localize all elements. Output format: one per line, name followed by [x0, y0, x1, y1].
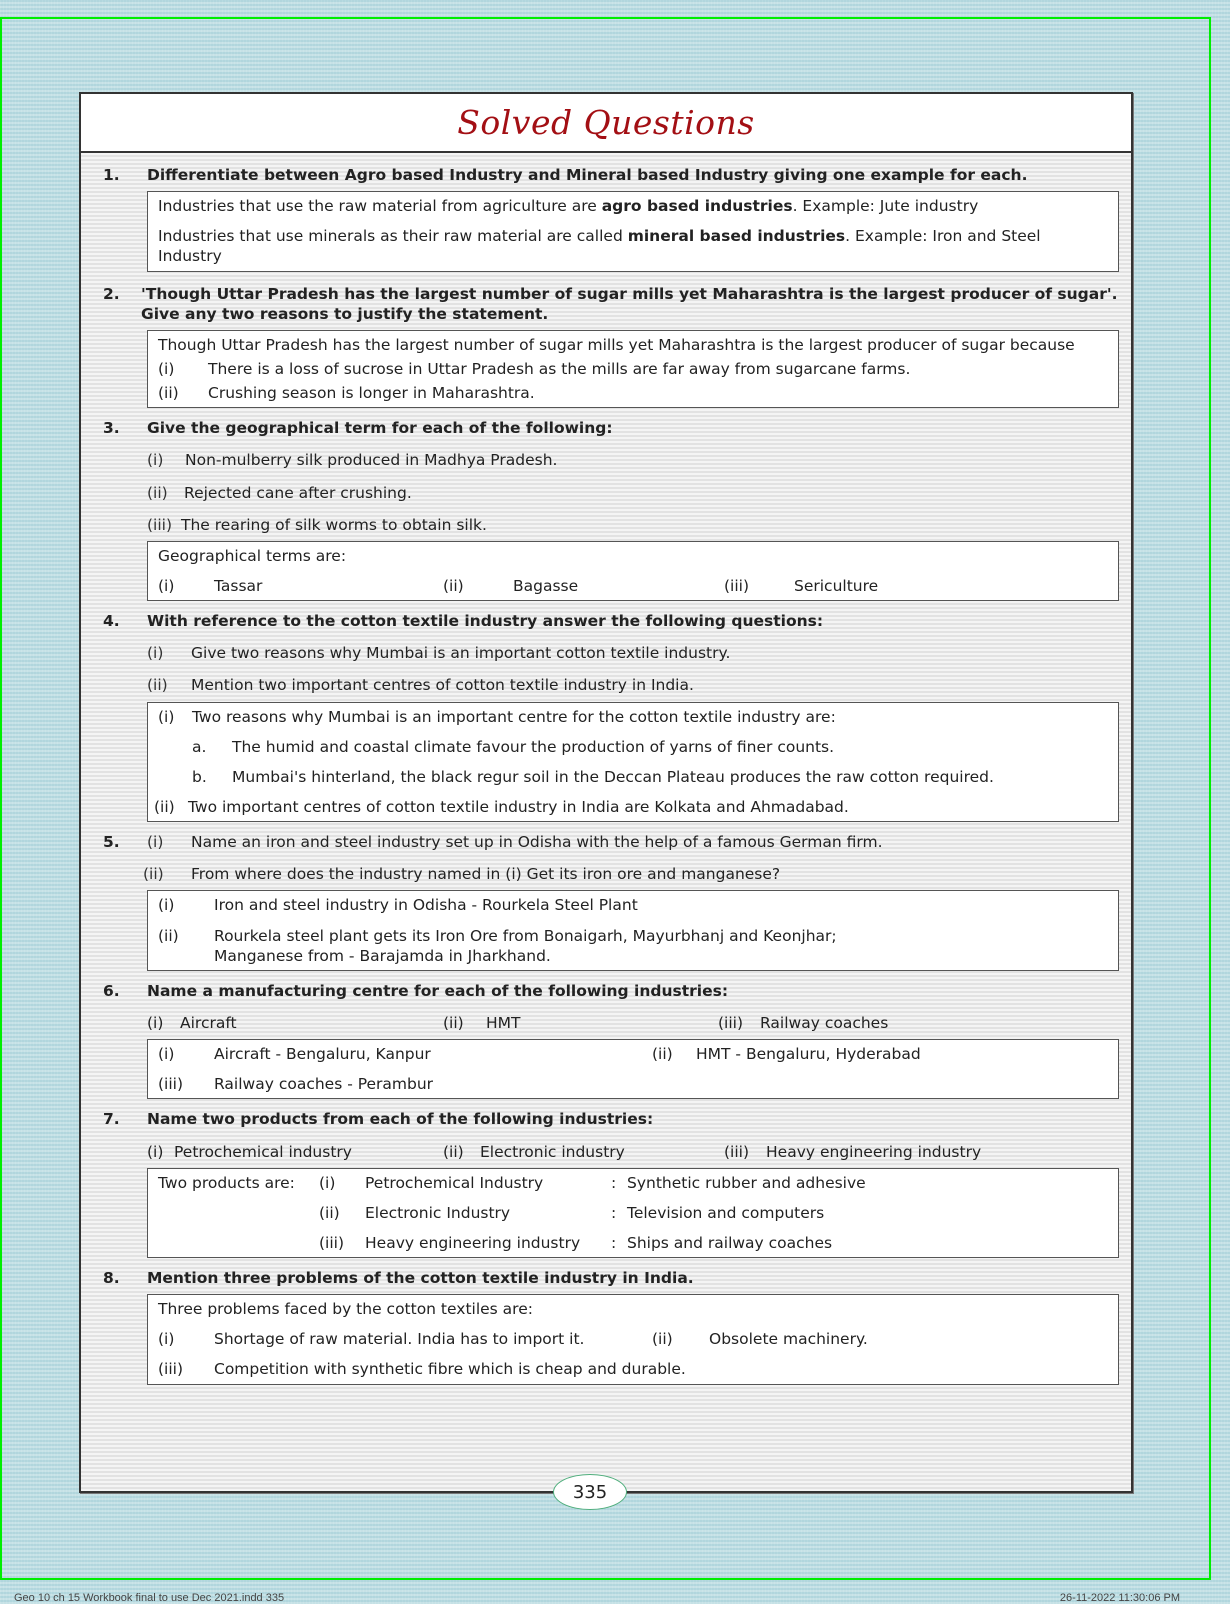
question-text: Name a manufacturing centre for each of the following industries: [147, 981, 729, 1000]
answer-point: b. Mumbai's hinterland, the black regur soil in the Deccan Plateau produces the raw cotton required. [192, 767, 994, 786]
question-5: 5. (i) Name an iron and steel industry set up in Odisha with the help of a famous German firm. [93, 832, 1119, 852]
answer-item: (ii) Rourkela steel plant gets its Iron Ore from Bonaigarh, Mayurbhanj and Keonjhar; Manganese from - Barajamda in Jharkhand. [158, 926, 837, 965]
question-text: With reference to the cotton textile industry answer the following questions: [147, 612, 824, 631]
answer-item: (iii) Competition with synthetic fibre which is cheap and durable. [158, 1360, 686, 1379]
answer-row: (ii) Electronic Industry : Television and computers [319, 1203, 825, 1222]
question-7 [93, 1109, 1119, 1129]
answer-intro: Though Uttar Pradesh has the largest number of sugar mills yet Maharashtra is the largest producer of sugar because [158, 335, 1075, 354]
question-number: 7. [103, 1110, 120, 1129]
question-text: Give the geographical term for each of the following: [147, 419, 613, 438]
answer-item: (ii) Crushing season is longer in Maharashtra. [158, 384, 535, 403]
footer-timestamp: 26-11-2022 11:30:06 PM [1059, 1592, 1180, 1604]
answer-row: (iii) Heavy engineering industry : Ships and railway coaches [319, 1233, 833, 1252]
question-text: Mention three problems of the cotton textile industry in India. [147, 1269, 694, 1288]
question-6 [93, 981, 1119, 1001]
page-number-badge: 335 [553, 1474, 627, 1510]
answer-terms: (i) Tassar (ii) Bagasse (iii) Sericulture [158, 576, 879, 595]
sub-question: (ii) Rejected cane after crushing. [147, 483, 412, 502]
question-3 [93, 418, 1119, 438]
answer-intro: Three problems faced by the cotton textiles are: [158, 1300, 533, 1319]
footer-file-info: Geo 10 ch 15 Workbook final to use Dec 2021.indd 335 [14, 1592, 285, 1604]
options-row: (i) Aircraft (ii) HMT (iii) Railway coaches [147, 1013, 889, 1032]
question-text: Name two products from each of the following industries: [147, 1110, 654, 1129]
answer-item: (i) Aircraft - Bengaluru, Kanpur (ii) HMT - Bengaluru, Hyderabad [158, 1045, 921, 1064]
answer-point: a. The humid and coastal climate favour the production of yarns of finer counts. [192, 737, 835, 756]
answer-box-3 [147, 541, 1119, 601]
answer-box-4 [147, 702, 1119, 823]
question-2 [93, 284, 1119, 324]
solved-questions-panel [79, 92, 1133, 1493]
sub-question: (i) Non-mulberry silk produced in Madhya Pradesh. [147, 451, 558, 470]
sub-question: (ii) From where does the industry named in (i) Get its iron ore and manganese? [143, 865, 781, 884]
question-1 [93, 165, 1119, 185]
question-text: Differentiate between Agro based Industry and Mineral based Industry giving one example for each. [147, 166, 1028, 184]
question-number: 8. [103, 1269, 120, 1288]
answer-box-8 [147, 1294, 1119, 1384]
answer-paragraph: Industries that use the raw material from agriculture are agro based industries. Example: Jute industry [158, 197, 979, 216]
question-number: 6. [103, 981, 120, 1000]
answer-box-5 [147, 890, 1119, 970]
question-8 [93, 1268, 1119, 1288]
sub-question: (i) Give two reasons why Mumbai is an important cotton textile industry. [147, 644, 731, 663]
question-number: 2. [103, 284, 120, 303]
page-title: Solved Questions [457, 103, 755, 142]
answer-row: Two products are: (i) Petrochemical Industry : Synthetic rubber and adhesive [158, 1173, 866, 1192]
options-row: (i) Petrochemical industry (ii) Electronic industry (iii) Heavy engineering industry [147, 1142, 982, 1161]
question-number: 5. [103, 833, 120, 852]
question-number: 4. [103, 612, 120, 631]
question-text: 'Though Uttar Pradesh has the largest number of sugar mills yet Maharashtra is the largest producer of sugar'. Give any two reasons to justify the statement. [141, 284, 1118, 323]
answer-item: (i) There is a loss of sucrose in Uttar Pradesh as the mills are far away from sugarcane farms. [158, 359, 911, 378]
answer-item: (i) Shortage of raw material. India has to import it. (ii) Obsolete machinery. [158, 1330, 868, 1349]
answer-box-2 [147, 330, 1119, 408]
question-4 [93, 611, 1119, 631]
answer-paragraph: Industries that use minerals as their raw material are called mineral based industries. Example: Iron and Steel Industry [158, 227, 1041, 266]
title-bar [81, 94, 1131, 153]
sub-question: (ii) Mention two important centres of cotton textile industry in India. [147, 676, 694, 695]
question-number: 3. [103, 419, 120, 438]
answer-item: (iii) Railway coaches - Perambur [158, 1075, 434, 1094]
sub-question-text: Name an iron and steel industry set up in Odisha with the help of a famous German firm. [191, 833, 883, 852]
questions-list [81, 153, 1131, 1385]
sub-question: (iii) The rearing of silk worms to obtain silk. [147, 515, 487, 534]
answer-intro: Geographical terms are: [158, 546, 347, 565]
question-number: 1. [103, 166, 120, 184]
answer-box-1 [147, 191, 1119, 271]
answer-part: (ii) Two important centres of cotton textile industry in India are Kolkata and Ahmadabad. [154, 797, 849, 816]
answer-box-7 [147, 1168, 1119, 1258]
answer-item: (i) Iron and steel industry in Odisha - Rourkela Steel Plant [158, 896, 638, 915]
answer-box-6 [147, 1039, 1119, 1099]
answer-part: (i) Two reasons why Mumbai is an important centre for the cotton textile industry are: [158, 707, 836, 726]
